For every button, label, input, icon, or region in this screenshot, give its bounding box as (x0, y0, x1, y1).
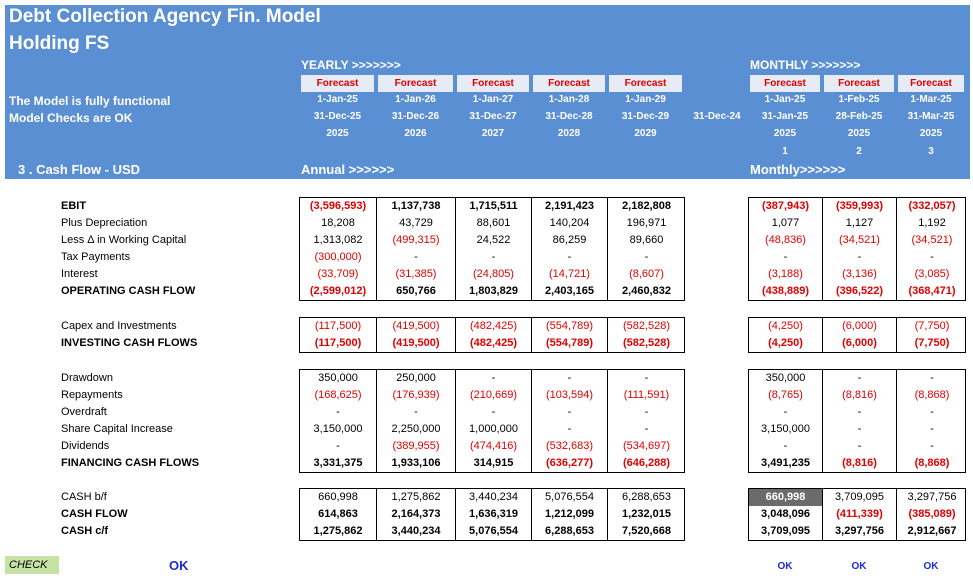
row-label: CASH FLOW (61, 508, 128, 520)
yearly-value-cell: 1,933,106 (377, 455, 456, 472)
monthly-value-cell: - (823, 438, 897, 455)
opening-date: 31-Dec-24 (693, 111, 741, 122)
yearly-value-cell: (300,000) (300, 249, 377, 266)
yearly-value-cell: - (644, 251, 649, 263)
yearly_columns-forecast-label: Forecast (457, 75, 529, 92)
monthly_columns-forecast-label: Forecast (824, 75, 894, 92)
monthly-value-cell: - (930, 423, 934, 435)
monthly-value-cell: 660,998 (749, 489, 823, 506)
monthly_columns-year-cell: 2025 (773, 128, 797, 139)
yearly_columns-forecast-label: Forecast (533, 75, 605, 92)
monthly-value-cell: 1,077 (749, 215, 823, 232)
monthly-value-cell: (4,250) (749, 318, 823, 335)
monthly-value-cell: 350,000 (749, 370, 823, 387)
monthly-ok-status: OK (851, 561, 867, 572)
monthly_columns-start-cell: 1-Jan-25 (764, 94, 806, 105)
monthly-value-cell: 2,912,667 (907, 525, 957, 537)
monthly-group-box (748, 197, 966, 301)
row-label: Repayments (61, 389, 123, 401)
monthly-value-cell: (7,750) (914, 337, 950, 349)
row-label: Drawdown (61, 372, 113, 384)
monthly-value-cell: (34,521) (823, 232, 897, 249)
row-label: CASH c/f (61, 525, 109, 537)
yearly-value-cell: (24,805) (456, 266, 532, 283)
yearly-value-cell: - (532, 421, 608, 438)
yearly-value-cell: - (377, 249, 456, 266)
yearly-value-cell: (554,789) (532, 335, 608, 352)
yearly_columns-year-cell: 2028 (557, 128, 581, 139)
monthly-group-box (748, 317, 966, 353)
monthly-value-cell: - (823, 404, 897, 421)
yearly-value-cell: 5,076,554 (456, 523, 532, 540)
yearly-value-cell: - (456, 370, 532, 387)
monthly-value-cell: (3,136) (823, 266, 897, 283)
yearly-value-cell: (554,789) (532, 318, 608, 335)
yearly-value-cell: (534,697) (622, 440, 671, 452)
yearly-value-cell: 3,150,000 (300, 421, 377, 438)
yearly-value-cell: (482,425) (456, 335, 532, 352)
monthly-value-cell: (8,765) (749, 387, 823, 404)
monthly-ok-status: OK (923, 561, 939, 572)
yearly-value-cell: (14,721) (532, 266, 608, 283)
yearly-group-box (299, 488, 685, 541)
yearly_columns-end-cell: 31-Dec-29 (621, 111, 670, 122)
yearly-value-cell: 1,275,862 (377, 489, 456, 506)
yearly-value-cell: - (456, 249, 532, 266)
monthly-value-cell: 3,709,095 (823, 489, 897, 506)
yearly-value-cell: 1,715,511 (456, 198, 532, 215)
yearly-value-cell: (168,625) (300, 387, 377, 404)
yearly-value-cell: 1,000,000 (456, 421, 532, 438)
yearly-value-cell: - (532, 249, 608, 266)
monthly_columns-forecast-label: Forecast (750, 75, 820, 92)
monthly-value-cell: (6,000) (823, 318, 897, 335)
yearly_columns-end-cell: 31-Dec-25 (313, 111, 362, 122)
annual-label: Annual >>>>>> (301, 162, 395, 177)
monthly-value-cell: - (930, 440, 934, 452)
yearly_columns-forecast-label: Forecast (609, 75, 682, 92)
monthly-value-cell: 3,297,756 (907, 491, 957, 503)
yearly-value-cell: 650,766 (377, 283, 456, 300)
row-label: Less Δ in Working Capital (61, 234, 187, 246)
yearly-value-cell: 1,275,862 (300, 523, 377, 540)
check-label: CHECK (5, 556, 59, 574)
monthly-value-cell: (8,868) (914, 457, 950, 469)
yearly-value-cell: - (532, 370, 608, 387)
monthly_columns-index-cell: 1 (782, 146, 788, 157)
yearly-value-cell: (389,955) (377, 438, 456, 455)
monthly-value-cell: (396,522) (823, 283, 897, 300)
monthly-value-cell: 3,297,756 (823, 523, 897, 540)
yearly-value-cell: - (644, 372, 649, 384)
yearly-value-cell: 88,601 (456, 215, 532, 232)
checks-status: Model Checks are OK (9, 111, 133, 125)
yearly-value-cell: 1,313,082 (300, 232, 377, 249)
yearly-value-cell: (482,425) (456, 318, 532, 335)
row-label: Share Capital Increase (61, 423, 173, 435)
yearly-group-box (299, 317, 685, 353)
yearly_columns-start-cell: 1-Jan-25 (317, 94, 358, 105)
yearly-value-cell: (499,315) (377, 232, 456, 249)
monthly_columns-year-cell: 2025 (847, 128, 871, 139)
monthly-value-cell: 3,491,235 (749, 455, 823, 472)
monthly_columns-index-cell: 2 (856, 146, 862, 157)
yearly_columns-start-cell: 1-Jan-28 (548, 94, 590, 105)
yearly-group-box (299, 369, 685, 473)
yearly-value-cell: 1,803,829 (456, 283, 532, 300)
monthly_columns-index-cell: 3 (928, 146, 934, 157)
yearly-value-cell: (111,591) (623, 389, 670, 401)
monthly-value-cell: 3,048,096 (749, 506, 823, 523)
yearly-value-cell: 2,182,808 (622, 200, 671, 212)
monthly-value-cell: - (749, 438, 823, 455)
yearly-value-cell: - (300, 438, 377, 455)
monthly-value-cell: (8,816) (823, 387, 897, 404)
yearly-group-box (299, 197, 685, 301)
yearly-value-cell: 5,076,554 (532, 489, 608, 506)
monthly-value-cell: (332,057) (908, 200, 956, 212)
monthly-value-cell: 3,150,000 (749, 421, 823, 438)
monthly-value-cell: - (749, 249, 823, 266)
yearly-value-cell: 350,000 (300, 370, 377, 387)
yearly_columns-start-cell: 1-Jan-26 (395, 94, 436, 105)
yearly-value-cell: 1,232,015 (622, 508, 671, 520)
monthly-ok-status: OK (777, 561, 793, 572)
row-label: EBIT (61, 200, 87, 212)
yearly-value-cell: (474,416) (456, 438, 532, 455)
yearly-value-cell: (636,277) (532, 455, 608, 472)
yearly-value-cell: 89,660 (629, 234, 664, 246)
yearly-value-cell: (176,939) (377, 387, 456, 404)
row-label: OPERATING CASH FLOW (61, 285, 196, 297)
monthly_columns-start-cell: 1-Mar-25 (910, 94, 952, 105)
monthly-label: MONTHLY >>>>>>> (750, 58, 861, 72)
monthly-value-cell: - (930, 251, 934, 263)
monthly-sub-label: Monthly>>>>>> (750, 162, 846, 177)
monthly-value-cell: - (930, 372, 934, 384)
yearly-value-cell: (2,599,012) (300, 283, 377, 300)
yearly-value-cell: (532,683) (532, 438, 608, 455)
yearly-value-cell: (210,669) (456, 387, 532, 404)
yearly-value-cell: (117,500) (300, 335, 377, 352)
monthly-value-cell: (368,471) (908, 285, 956, 297)
monthly_columns-end-cell: 31-Mar-25 (907, 111, 955, 122)
yearly-value-cell: (3,596,593) (300, 198, 377, 215)
check-ok-status: OK (169, 558, 189, 573)
row-label: Tax Payments (61, 251, 131, 263)
yearly-value-cell: (8,607) (629, 268, 664, 280)
yearly-value-cell: 660,998 (300, 489, 377, 506)
monthly-value-cell: (8,868) (914, 389, 950, 401)
monthly-value-cell: (411,339) (823, 506, 897, 523)
monthly_columns-end-cell: 28-Feb-25 (835, 111, 883, 122)
yearly-value-cell: (103,594) (532, 387, 608, 404)
section-title: 3 . Cash Flow - USD (18, 162, 141, 177)
yearly-value-cell: (646,288) (622, 457, 671, 469)
yearly-value-cell: 2,403,165 (532, 283, 608, 300)
monthly-value-cell: (8,816) (823, 455, 897, 472)
monthly-value-cell: (359,993) (823, 198, 897, 215)
yearly-value-cell: 18,208 (300, 215, 377, 232)
monthly_columns-start-cell: 1-Feb-25 (838, 94, 880, 105)
row-label: INVESTING CASH FLOWS (61, 337, 198, 349)
yearly-value-cell: - (532, 404, 608, 421)
monthly_columns-forecast-label: Forecast (898, 75, 964, 92)
monthly-value-cell: - (749, 404, 823, 421)
yearly-value-cell: - (644, 406, 649, 418)
yearly_columns-year-cell: 2027 (481, 128, 505, 139)
yearly-value-cell: 614,863 (300, 506, 377, 523)
yearly-value-cell: 2,164,373 (377, 506, 456, 523)
yearly-value-cell: 24,522 (456, 232, 532, 249)
monthly-value-cell: - (930, 406, 934, 418)
monthly-value-cell: 1,192 (918, 217, 946, 229)
monthly-value-cell: 1,127 (823, 215, 897, 232)
yearly_columns-end-cell: 31-Dec-27 (469, 111, 517, 122)
yearly_columns-forecast-label: Forecast (301, 75, 374, 92)
yearly-value-cell: (31,385) (377, 266, 456, 283)
yearly-value-cell: 140,204 (532, 215, 608, 232)
yearly-value-cell: 7,520,668 (622, 525, 671, 537)
monthly-value-cell: - (823, 421, 897, 438)
yearly-value-cell: 2,191,423 (532, 198, 608, 215)
yearly-value-cell: 196,971 (626, 217, 667, 229)
yearly-value-cell: - (456, 404, 532, 421)
yearly_columns-year-cell: 2029 (634, 128, 657, 139)
model-status: The Model is fully functional (9, 94, 171, 108)
monthly-value-cell: (7,750) (914, 320, 950, 332)
monthly-value-cell: - (823, 370, 897, 387)
row-label: Dividends (61, 440, 110, 452)
yearly-value-cell: 86,259 (532, 232, 608, 249)
yearly-value-cell: (582,528) (622, 320, 671, 332)
monthly-value-cell: (48,836) (749, 232, 823, 249)
yearly-value-cell: - (377, 404, 456, 421)
yearly-value-cell: 3,440,234 (456, 489, 532, 506)
yearly_columns-end-cell: 31-Dec-26 (391, 111, 440, 122)
monthly-value-cell: (438,889) (749, 283, 823, 300)
yearly_columns-end-cell: 31-Dec-28 (545, 111, 593, 122)
yearly-value-cell: 1,636,319 (456, 506, 532, 523)
yearly-value-cell: (33,709) (300, 266, 377, 283)
yearly-value-cell: 1,137,738 (377, 198, 456, 215)
row-label: Capex and Investments (61, 320, 177, 332)
monthly-value-cell: (3,188) (749, 266, 823, 283)
model-title: Debt Collection Agency Fin. Model (9, 6, 321, 27)
model-subtitle: Holding FS (9, 33, 110, 54)
yearly-value-cell: (419,500) (377, 335, 456, 352)
yearly_columns-year-cell: 2026 (404, 128, 427, 139)
yearly-value-cell: 3,440,234 (377, 523, 456, 540)
row-label: Plus Depreciation (61, 217, 148, 229)
monthly-value-cell: (6,000) (823, 335, 897, 352)
yearly-value-cell: - (644, 423, 649, 435)
yearly-value-cell: 2,460,832 (622, 285, 671, 297)
row-label: Overdraft (61, 406, 107, 418)
yearly-value-cell: (419,500) (377, 318, 456, 335)
monthly-value-cell: 3,709,095 (749, 523, 823, 540)
yearly_columns-start-cell: 1-Jan-29 (625, 94, 666, 105)
monthly-value-cell: (385,089) (908, 508, 956, 520)
monthly-value-cell: (34,521) (911, 234, 953, 246)
yearly-value-cell: - (300, 404, 377, 421)
yearly-value-cell: 6,288,653 (532, 523, 608, 540)
yearly-value-cell: 6,288,653 (622, 491, 671, 503)
row-label: CASH b/f (61, 491, 107, 503)
monthly-value-cell: (4,250) (749, 335, 823, 352)
yearly-value-cell: (582,528) (622, 337, 671, 349)
monthly-value-cell: (387,943) (749, 198, 823, 215)
yearly-value-cell: 1,212,099 (532, 506, 608, 523)
yearly_columns-year-cell: 2025 (326, 128, 349, 139)
monthly_columns-end-cell: 31-Jan-25 (761, 111, 809, 122)
row-label: FINANCING CASH FLOWS (61, 457, 200, 469)
monthly-group-box (748, 488, 966, 541)
monthly-group-box (748, 369, 966, 473)
monthly-value-cell: - (823, 249, 897, 266)
yearly_columns-forecast-label: Forecast (378, 75, 453, 92)
monthly-value-cell: (3,085) (914, 268, 950, 280)
yearly-value-cell: 3,331,375 (300, 455, 377, 472)
yearly-value-cell: (117,500) (300, 318, 377, 335)
monthly_columns-year-cell: 2025 (919, 128, 943, 139)
yearly-value-cell: 314,915 (456, 455, 532, 472)
yearly-value-cell: 43,729 (377, 215, 456, 232)
yearly-value-cell: 2,250,000 (377, 421, 456, 438)
yearly-value-cell: 250,000 (377, 370, 456, 387)
yearly-label: YEARLY >>>>>>> (301, 58, 401, 72)
yearly_columns-start-cell: 1-Jan-27 (472, 94, 514, 105)
row-label: Interest (61, 268, 98, 280)
